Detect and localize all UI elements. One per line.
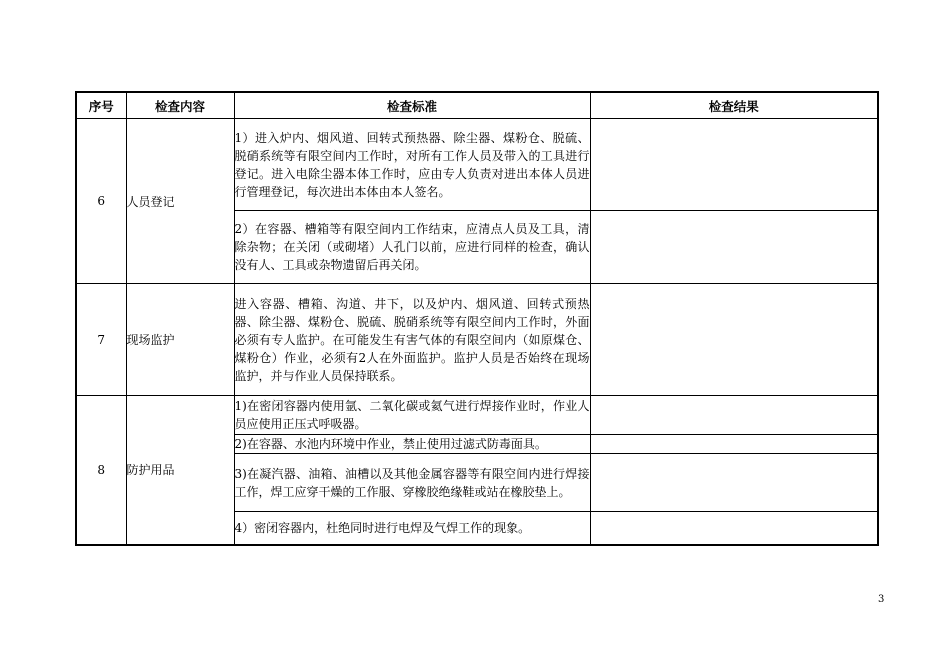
result-cell[interactable] <box>590 512 878 545</box>
header-standard: 检查标准 <box>234 92 590 119</box>
standard-cell: 1)在密闭容器内使用氩、二氧化碳或氦气进行焊接作业时，作业人员应使用正压式呼吸器。 <box>234 396 590 435</box>
page-number: 3 <box>878 594 885 605</box>
table-row <box>76 119 878 211</box>
row-content: 现场监护 <box>126 284 234 396</box>
result-cell[interactable] <box>590 284 878 396</box>
standard-cell: 进入容器、槽箱、沟道、井下，以及炉内、烟风道、回转式预热器、除尘器、煤粉仓、脱硫、脱硝系统等有限空间内工作时，外面必须有专人监护。在可能发生有害气体的有限空间内（如原煤仓、煤粉仓）作业，必须有2人在外面监护。监护人员是否始终在现场监护，并与作业人员保持联系。 <box>234 284 590 396</box>
header-result: 检查结果 <box>590 92 878 119</box>
row-content: 人员登记 <box>126 119 234 284</box>
standard-cell: 3)在凝汽器、油箱、油槽以及其他金属容器等有限空间内进行焊接工作，焊工应穿干燥的工作服、穿橡胶绝缘鞋或站在橡胶垫上。 <box>234 454 590 512</box>
standard-cell: 1）进入炉内、烟风道、回转式预热器、除尘器、煤粉仓、脱硫、脱硝系统等有限空间内工作时，对所有工作人员及带入的工具进行登记。进入电除尘器本体工作时，应由专人负责对进出本体人员进行管理登记，每次进出本体由本人签名。 <box>234 119 590 211</box>
table-row <box>76 284 878 396</box>
table-header-row <box>76 92 878 119</box>
result-cell[interactable] <box>590 454 878 512</box>
result-cell[interactable] <box>590 119 878 211</box>
standard-cell: 4）密闭容器内，杜绝同时进行电焊及气焊工作的现象。 <box>234 512 590 545</box>
row-no: 7 <box>76 284 126 396</box>
table-row <box>76 396 878 435</box>
header-content: 检查内容 <box>126 92 234 119</box>
result-cell[interactable] <box>590 211 878 284</box>
standard-cell: 2)在容器、水池内环境中作业，禁止使用过滤式防毒面具。 <box>234 435 590 454</box>
row-content: 防护用品 <box>126 396 234 545</box>
row-no: 6 <box>76 119 126 284</box>
row-no: 8 <box>76 396 126 545</box>
inspection-table <box>75 91 879 546</box>
standard-cell: 2）在容器、槽箱等有限空间内工作结束，应清点人员及工具，清除杂物；在关闭（或砌堵）人孔门以前，应进行同样的检查，确认没有人、工具或杂物遗留后再关闭。 <box>234 211 590 284</box>
result-cell[interactable] <box>590 396 878 435</box>
result-cell[interactable] <box>590 435 878 454</box>
header-no: 序号 <box>76 92 126 119</box>
